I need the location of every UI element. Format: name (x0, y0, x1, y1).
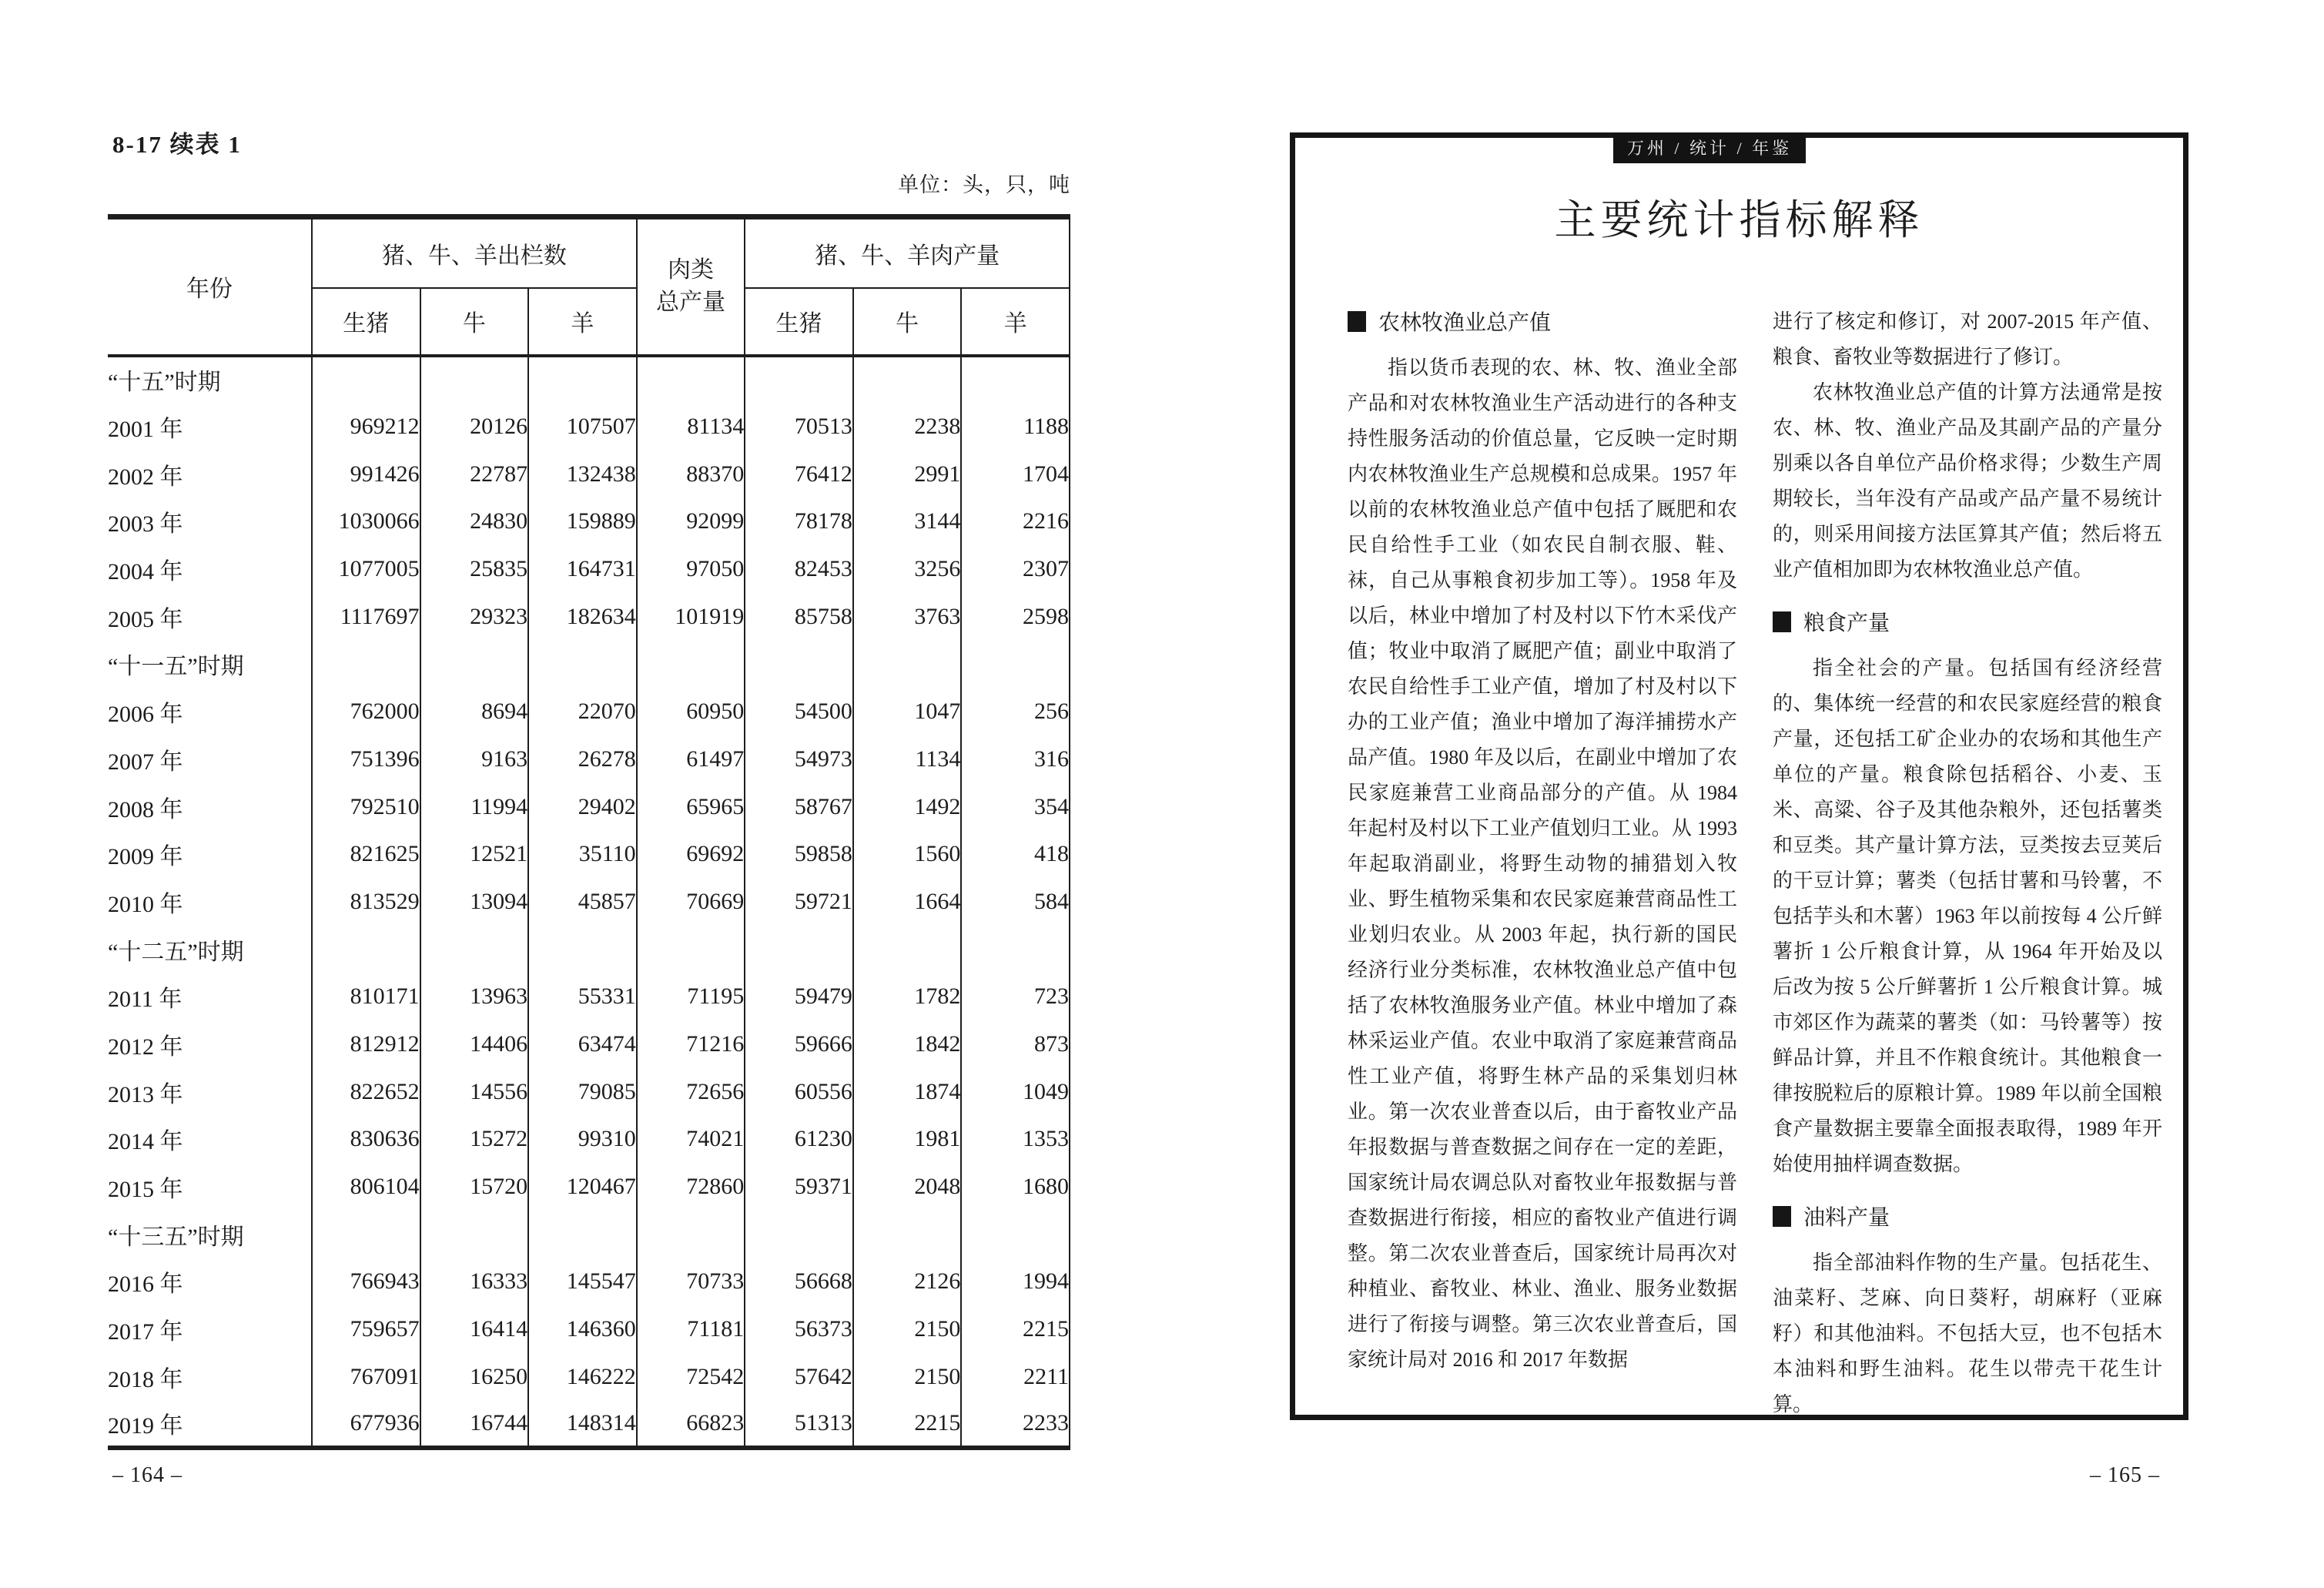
value-cell: 12521 (420, 830, 529, 878)
value-cell: 584 (961, 878, 1070, 926)
year-cell: “十五”时期 (108, 356, 312, 404)
value-cell: 35110 (528, 830, 637, 878)
value-cell: 991426 (312, 451, 420, 498)
value-cell: 159889 (528, 498, 637, 546)
value-cell (961, 926, 1070, 973)
value-cell: 145547 (528, 1258, 637, 1306)
value-cell: 54973 (745, 735, 853, 783)
black-square-icon (1773, 611, 1791, 632)
value-cell (528, 1211, 637, 1258)
value-cell: 132438 (528, 451, 637, 498)
value-cell (528, 356, 637, 404)
value-cell: 812912 (312, 1020, 420, 1068)
value-cell: 1704 (961, 451, 1070, 498)
paragraph: 指全部油料作物的生产量。包括花生、油菜籽、芝麻、向日葵籽，胡麻籽（亚麻籽）和其他油料。不包括大豆，也不包括木本油料和野生油料。花生以带壳干花生计算。 (1773, 1251, 2162, 1415)
value-cell: 92099 (637, 498, 745, 546)
table-row (108, 973, 1070, 1020)
value-cell (312, 1211, 420, 1258)
value-cell: 316 (961, 735, 1070, 783)
year-cell: 2009 年 (108, 830, 312, 878)
value-cell (961, 1211, 1070, 1258)
value-cell: 13963 (420, 973, 529, 1020)
value-cell: 256 (961, 688, 1070, 735)
value-cell: 830636 (312, 1116, 420, 1164)
table-row (108, 593, 1070, 641)
value-cell: 60950 (637, 688, 745, 735)
value-cell (853, 641, 962, 688)
value-cell: 2238 (853, 403, 962, 451)
value-cell (853, 356, 962, 404)
value-cell: 16414 (420, 1305, 529, 1353)
value-cell: 29402 (528, 783, 637, 831)
year-cell: “十二五”时期 (108, 926, 312, 973)
value-cell: 63474 (528, 1020, 637, 1068)
value-cell: 70733 (637, 1258, 745, 1306)
year-cell: 2017 年 (108, 1305, 312, 1353)
value-cell: 821625 (312, 830, 420, 878)
page-frame (1290, 132, 2188, 1420)
value-cell (637, 1211, 745, 1258)
year-cell: 2003 年 (108, 498, 312, 546)
value-cell: 810171 (312, 973, 420, 1020)
table-label: 8-17 续表 1 (112, 131, 242, 158)
value-cell: 1134 (853, 735, 962, 783)
value-cell (420, 641, 529, 688)
value-cell (745, 1211, 853, 1258)
text-columns (1348, 304, 2162, 1422)
table-row (108, 498, 1070, 546)
value-cell (528, 641, 637, 688)
value-cell (745, 356, 853, 404)
table-header (108, 217, 1070, 356)
value-cell: 61230 (745, 1116, 853, 1164)
value-cell (637, 356, 745, 404)
value-cell: 74021 (637, 1116, 745, 1164)
table-row (108, 735, 1070, 783)
value-cell: 57642 (745, 1353, 853, 1401)
value-cell: 148314 (528, 1401, 637, 1449)
value-cell: 65965 (637, 783, 745, 831)
value-cell (312, 641, 420, 688)
value-cell: 8694 (420, 688, 529, 735)
value-cell: 1492 (853, 783, 962, 831)
value-cell: 766943 (312, 1258, 420, 1306)
sub-header-pig-slaughter: 生猪 (312, 288, 420, 356)
value-cell: 1842 (853, 1020, 962, 1068)
value-cell: 1680 (961, 1163, 1070, 1211)
group-header-row (108, 217, 1070, 288)
meat-total-header (637, 217, 745, 356)
year-cell: 2011 年 (108, 973, 312, 1020)
year-cell: 2016 年 (108, 1258, 312, 1306)
value-cell: 76412 (745, 451, 853, 498)
value-cell: 15720 (420, 1163, 529, 1211)
value-cell: 29323 (420, 593, 529, 641)
value-cell: 51313 (745, 1401, 853, 1449)
value-cell: 97050 (637, 545, 745, 593)
value-cell: 354 (961, 783, 1070, 831)
value-cell: 146222 (528, 1353, 637, 1401)
page-number-right: – 165 – (2090, 1463, 2160, 1487)
paragraph-continuation: 进行了核定和修订，对 2007-2015 年产值、粮食、畜牧业等数据进行了修订。 (1773, 310, 2162, 368)
value-cell: 806104 (312, 1163, 420, 1211)
value-cell: 13094 (420, 878, 529, 926)
section-heading: 粮食产量 (1773, 606, 2162, 642)
year-cell: 2001 年 (108, 403, 312, 451)
value-cell: 2150 (853, 1353, 962, 1401)
value-cell: 56668 (745, 1258, 853, 1306)
value-cell: 2150 (853, 1305, 962, 1353)
value-cell: 759657 (312, 1305, 420, 1353)
period-row (108, 356, 1070, 404)
value-cell: 88370 (637, 451, 745, 498)
value-cell: 78178 (745, 498, 853, 546)
value-cell: 59666 (745, 1020, 853, 1068)
value-cell: 71181 (637, 1305, 745, 1353)
value-cell: 26278 (528, 735, 637, 783)
value-cell (312, 926, 420, 973)
period-row (108, 926, 1070, 973)
table-row (108, 1305, 1070, 1353)
section-heading: 油料产量 (1773, 1201, 2162, 1236)
value-cell: 99310 (528, 1116, 637, 1164)
value-cell: 3144 (853, 498, 962, 546)
sub-header-sheep-slaughter: 羊 (528, 288, 637, 356)
table-row (108, 1258, 1070, 1306)
table-row (108, 1163, 1070, 1211)
table-row (108, 1068, 1070, 1116)
value-cell: 792510 (312, 783, 420, 831)
value-cell: 59721 (745, 878, 853, 926)
value-cell: 1560 (853, 830, 962, 878)
value-cell: 1994 (961, 1258, 1070, 1306)
year-cell: 2013 年 (108, 1068, 312, 1116)
value-cell: 56373 (745, 1305, 853, 1353)
value-cell: 1077005 (312, 545, 420, 593)
year-cell: 2004 年 (108, 545, 312, 593)
year-cell: 2008 年 (108, 783, 312, 831)
year-cell: 2002 年 (108, 451, 312, 498)
value-cell: 1047 (853, 688, 962, 735)
value-cell: 1782 (853, 973, 962, 1020)
paragraph: 指全社会的产量。包括国有经济经营的、集体统一经营的和农民家庭经营的粮食产量，还包括工矿企业办的农场和其他生产单位的产量。粮食除包括稻谷、小麦、玉米、高粱、谷子及其他杂粮外，还包括薯类和豆类。其产量计算方法，豆类按去豆荚后的干豆计算；薯类（包括甘薯和马铃薯，不包括芋头和木薯）1963 年以前按每 4 公斤鲜薯折 1 公斤粮食计算，从 1964 年开始及以后改为按 5 公斤鲜薯折 1 公斤粮食计算。城市郊区作为蔬菜的薯类（如：马铃薯等）按鲜品计算，并且不作粮食统计。其他粮食一律按脱粒后的原粮计算。1989 年以前全国粮食产量数据主要靠全面报表取得，1989 年开始使用抽样调查数据。 (1773, 657, 2162, 1175)
year-cell: 2019 年 (108, 1401, 312, 1449)
value-cell: 58767 (745, 783, 853, 831)
year-cell: “十三五”时期 (108, 1211, 312, 1258)
value-cell: 69692 (637, 830, 745, 878)
value-cell (745, 926, 853, 973)
table-row (108, 1020, 1070, 1068)
value-cell: 723 (961, 973, 1070, 1020)
value-cell: 54500 (745, 688, 853, 735)
value-cell: 71195 (637, 973, 745, 1020)
value-cell: 164731 (528, 545, 637, 593)
value-cell: 16333 (420, 1258, 529, 1306)
unit-note: 单位：头，只，吨 (898, 173, 1070, 196)
value-cell: 2211 (961, 1353, 1070, 1401)
value-cell: 55331 (528, 973, 637, 1020)
value-cell: 182634 (528, 593, 637, 641)
value-cell: 15272 (420, 1116, 529, 1164)
value-cell: 2215 (961, 1305, 1070, 1353)
value-cell (961, 356, 1070, 404)
value-cell: 79085 (528, 1068, 637, 1116)
value-cell: 72542 (637, 1353, 745, 1401)
value-cell: 762000 (312, 688, 420, 735)
value-cell: 1030066 (312, 498, 420, 546)
sub-header-sheep-meat: 羊 (961, 288, 1070, 356)
value-cell: 101919 (637, 593, 745, 641)
table-row (108, 1116, 1070, 1164)
value-cell: 82453 (745, 545, 853, 593)
value-cell (312, 356, 420, 404)
slaughter-group-header: 猪、牛、羊出栏数 (312, 217, 637, 288)
value-cell: 11994 (420, 783, 529, 831)
black-square-icon (1348, 311, 1366, 332)
sub-header-cattle-meat: 牛 (853, 288, 962, 356)
value-cell: 22787 (420, 451, 529, 498)
value-cell: 71216 (637, 1020, 745, 1068)
yearbook-tab: 万州 / 统计 / 年鉴 (1613, 132, 1806, 163)
value-cell: 25835 (420, 545, 529, 593)
value-cell: 873 (961, 1020, 1070, 1068)
value-cell: 1117697 (312, 593, 420, 641)
value-cell: 24830 (420, 498, 529, 546)
value-cell: 2307 (961, 545, 1070, 593)
value-cell: 1049 (961, 1068, 1070, 1116)
value-cell: 677936 (312, 1401, 420, 1449)
year-cell: 2010 年 (108, 878, 312, 926)
year-cell: “十一五”时期 (108, 641, 312, 688)
period-row (108, 641, 1070, 688)
page-title: 主要统计指标解释 (1554, 197, 1924, 243)
table-row (108, 451, 1070, 498)
value-cell (853, 1211, 962, 1258)
meat-total-line2: 总产量 (655, 290, 725, 316)
value-cell: 70513 (745, 403, 853, 451)
value-cell: 2048 (853, 1163, 962, 1211)
value-cell: 2598 (961, 593, 1070, 641)
year-cell: 2007 年 (108, 735, 312, 783)
value-cell: 16744 (420, 1401, 529, 1449)
value-cell: 85758 (745, 593, 853, 641)
page-number-left: – 164 – (112, 1463, 183, 1487)
year-cell: 2005 年 (108, 593, 312, 641)
value-cell (637, 641, 745, 688)
value-cell: 2991 (853, 451, 962, 498)
value-cell: 59371 (745, 1163, 853, 1211)
value-cell: 751396 (312, 735, 420, 783)
table-row (108, 783, 1070, 831)
value-cell: 2216 (961, 498, 1070, 546)
value-cell: 59858 (745, 830, 853, 878)
value-cell: 418 (961, 830, 1070, 878)
value-cell: 81134 (637, 403, 745, 451)
value-cell: 9163 (420, 735, 529, 783)
paragraph: 指以货币表现的农、林、牧、渔业全部产品和对农林牧渔业生产活动进行的各种支持性服务活动的价值总量，它反映一定时期内农林牧渔业生产总规模和总成果。1957 年以前的农林牧渔业总产值中包括了厩肥和农民自给性手工业（如农民自制衣服、鞋、袜，自己从事粮食初步加工等）。1958 年及以后，林业中增加了村及村以下竹木采伐产值；牧业中取消了厩肥产值；副业中取消了农民自给性手工业产值，增加了村及村以下办的工业产值；渔业中增加了海洋捕捞水产品产值。1980 年及以后，在副业中增加了农民家庭兼营工业商品部分的产值。从 1984 年起村及村以下工业产值划归工业。从 1993 年起取消副业，将野生动物的捕猎划入牧业、野生植物采集和农民家庭兼营商品性工业划归农业。从 2003 年起，执行新的国民经济行业分类标准，农林牧渔业总产值中包括了农林牧渔服务业产值。林业中增加了森林采运业产值。农业中取消了家庭兼营商品性工业产值，将野生林产品的采集划归林业。第一次农业普查以后，由于畜牧业产品年报数据与普查数据之间存在一定的差距，国家统计局农调总队对畜牧业年报数据与普查数据进行衔接，相应的畜牧业产值进行调整。第二次农业普查后，国家统计局再次对种植业、畜牧业、林业、渔业、服务业数据进行了衔接与调整。第三次农业普查后，国家统计局对 2016 和 2017 年数据 (1348, 357, 1737, 1371)
value-cell: 969212 (312, 403, 420, 451)
value-cell: 767091 (312, 1353, 420, 1401)
value-cell: 61497 (637, 735, 745, 783)
value-cell: 1353 (961, 1116, 1070, 1164)
value-cell: 66823 (637, 1401, 745, 1449)
meat-output-group-header: 猪、牛、羊肉产量 (745, 217, 1070, 288)
value-cell: 59479 (745, 973, 853, 1020)
value-cell: 16250 (420, 1353, 529, 1401)
value-cell: 2126 (853, 1258, 962, 1306)
value-cell: 3256 (853, 545, 962, 593)
value-cell: 72656 (637, 1068, 745, 1116)
year-column-header: 年份 (108, 217, 312, 356)
table-row (108, 878, 1070, 926)
livestock-table-body (108, 356, 1070, 1449)
value-cell (961, 641, 1070, 688)
value-cell: 60556 (745, 1068, 853, 1116)
value-cell: 22070 (528, 688, 637, 735)
text-column-right (1773, 304, 2162, 1422)
value-cell (853, 926, 962, 973)
value-cell: 2233 (961, 1401, 1070, 1449)
value-cell: 146360 (528, 1305, 637, 1353)
text-column-left (1348, 304, 1737, 1422)
table-row (108, 1401, 1070, 1449)
value-cell (420, 356, 529, 404)
value-cell: 45857 (528, 878, 637, 926)
value-cell: 2215 (853, 1401, 962, 1449)
value-cell: 1874 (853, 1068, 962, 1116)
table-row (108, 545, 1070, 593)
value-cell (637, 926, 745, 973)
year-cell: 2012 年 (108, 1020, 312, 1068)
table-row (108, 1353, 1070, 1401)
period-row (108, 1211, 1070, 1258)
value-cell: 70669 (637, 878, 745, 926)
value-cell: 107507 (528, 403, 637, 451)
table-row (108, 830, 1070, 878)
year-cell: 2006 年 (108, 688, 312, 735)
year-cell: 2018 年 (108, 1353, 312, 1401)
paragraph: 农林牧渔业总产值的计算方法通常是按农、林、牧、渔业产品及其副产品的产量分别乘以各自单位产品价格求得；少数生产周期较长，当年没有产品或产品产量不易统计的，则采用间接方法匡算其产值；然后将五业产值相加即为农林牧渔业总产值。 (1773, 381, 2162, 581)
value-cell: 1981 (853, 1116, 962, 1164)
value-cell: 813529 (312, 878, 420, 926)
year-cell: 2015 年 (108, 1163, 312, 1211)
livestock-table (108, 214, 1070, 1450)
value-cell: 822652 (312, 1068, 420, 1116)
value-cell: 120467 (528, 1163, 637, 1211)
year-cell: 2014 年 (108, 1116, 312, 1164)
meat-total-line1: 肉类 (667, 257, 714, 283)
value-cell: 1664 (853, 878, 962, 926)
value-cell (745, 641, 853, 688)
value-cell: 3763 (853, 593, 962, 641)
value-cell: 20126 (420, 403, 529, 451)
black-square-icon (1773, 1206, 1791, 1227)
section-heading: 农林牧渔业总产值 (1348, 306, 1737, 341)
table-row (108, 688, 1070, 735)
sub-header-cattle-slaughter: 牛 (420, 288, 529, 356)
value-cell (528, 926, 637, 973)
value-cell: 1188 (961, 403, 1070, 451)
value-cell (420, 926, 529, 973)
value-cell: 14556 (420, 1068, 529, 1116)
value-cell (420, 1211, 529, 1258)
value-cell: 14406 (420, 1020, 529, 1068)
table-row (108, 403, 1070, 451)
sub-header-pig-meat: 生猪 (745, 288, 853, 356)
value-cell: 72860 (637, 1163, 745, 1211)
